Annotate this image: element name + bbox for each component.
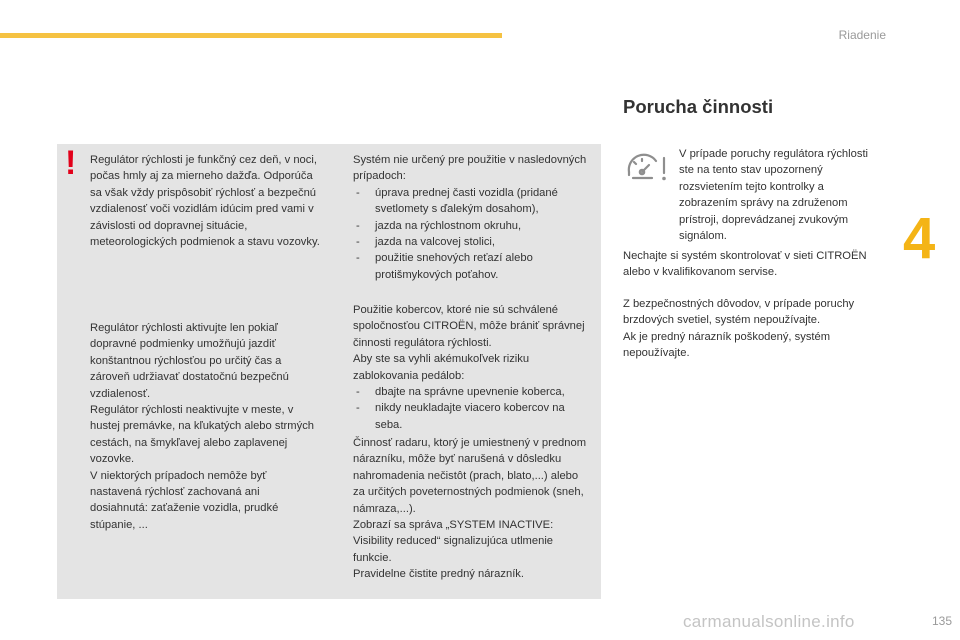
fault-service-block — [623, 248, 873, 281]
fault-brake-lights-text: Z bezpečnostných dôvodov, v prípade poruchy brzdových svetiel, systém nepoužívajte. — [623, 298, 855, 327]
section-label: Riadenie — [838, 28, 886, 42]
warning-right-column-mats — [353, 302, 593, 433]
warning-left-column-top — [90, 152, 320, 250]
fault-service-text: Nechajte si systém skontrolovať v sieti CITROËN alebo v kvalifikovanom servise. — [623, 250, 867, 279]
list-item: - jazda na valcovej stolici, — [353, 234, 593, 250]
radar-cleaning-paragraph: Pravidelne čistite predný nárazník. — [353, 568, 525, 581]
deactivation-paragraph: Regulátor rýchlosti neaktivujte v meste, v hustej premávke, na kľukatých alebo strmých cestách, na šmykľavej alebo zaplavenej vozovke. — [90, 404, 315, 466]
mats-paragraph: Použitie kobercov, ktoré nie sú schválené spoločnosťou CITROËN, môže brániť správnej činnosti regulátora rýchlosti. — [353, 304, 585, 349]
watermark: carmanualsonline.info — [683, 612, 855, 631]
warning-right-column-top — [353, 152, 593, 283]
fault-section-title: Porucha činnosti — [623, 96, 774, 117]
list-item: - jazda na rýchlostnom okruhu, — [353, 218, 593, 234]
mats-rules-list — [353, 384, 593, 433]
radar-paragraph: Činnosť radaru, ktorý je umiestnený v prednom nárazníku, môže byť narušená v dôsledku nahromadenia nečistôt (prach, blato,...) alebo za určitých poveternostných podmienok (sneh, námraza,...). — [353, 437, 587, 515]
list-item: - nikdy neukladajte viacero kobercov na seba. — [353, 400, 593, 433]
daylight-usage-paragraph: Regulátor rýchlosti je funkčný cez deň, v noci, počas hmly aj za mierneho dažďa. Odporúča sa však vždy prispôsobiť rýchlosť a bezpečnú vzdialenosť voči vozidlám idúcim pred vami v závislosti od dopravnej situácie, meteorologických podmienok a stavu vozovky. — [90, 154, 320, 249]
page-number: 135 — [931, 614, 952, 628]
not-intended-intro: Systém nie určený pre použitie v nasledovných prípadoch: — [353, 154, 587, 183]
list-item: - úprava prednej časti vozidla (pridané svetlomety s ďalekým dosahom), — [353, 185, 593, 218]
fault-safety-block — [623, 296, 885, 362]
fault-bumper-text: Ak je predný nárazník poškodený, systém nepoužívajte. — [623, 330, 831, 360]
warning-left-column-bottom — [90, 320, 320, 533]
fault-warning-lamp-text: V prípade poruchy regulátora rýchlosti ste na tento stav upozornený rozsvietením tejto kontrolky a zobrazením správy na združenom prístroji, doprevádzanej zvukovým signálom. — [679, 148, 869, 243]
activation-paragraph: Regulátor rýchlosti aktivujte len pokiaľ dopravné podmienky umožňujú jazdiť konštantnou rýchlosťou po určitý čas a zároveň udržiavať dostatočnú bezpečnú vzdialenosť. — [90, 322, 289, 400]
warning-right-column-radar — [353, 435, 593, 583]
exclamation-icon: ! — [65, 144, 77, 182]
mats-advice: Aby ste sa vyhli akémukoľvek riziku zablokovania pedálob: — [353, 353, 530, 382]
radar-message-paragraph: Zobrazí sa správa „SYSTEM INACTIVE: Visibility reduced“ signalizujúca utlmenie funkcie. — [353, 519, 554, 564]
speed-limitation-paragraph: V niektorých prípadoch nemôže byť nastavená rýchlosť zachovaná ani dosiahnutá: zaťaženie vozidla, prudké stúpanie, ... — [90, 469, 279, 531]
list-item: - použitie snehových reťazí alebo protišmykových poťahov. — [353, 250, 593, 283]
accent-bar — [0, 33, 502, 38]
warning-panel — [57, 144, 601, 599]
chapter-number: 4 — [903, 206, 936, 271]
not-intended-list — [353, 185, 593, 283]
fault-warning-lamp-block — [679, 146, 884, 244]
speedometer-warning-icon — [625, 150, 669, 184]
list-item: - dbajte na správne upevnenie koberca, — [353, 384, 593, 400]
